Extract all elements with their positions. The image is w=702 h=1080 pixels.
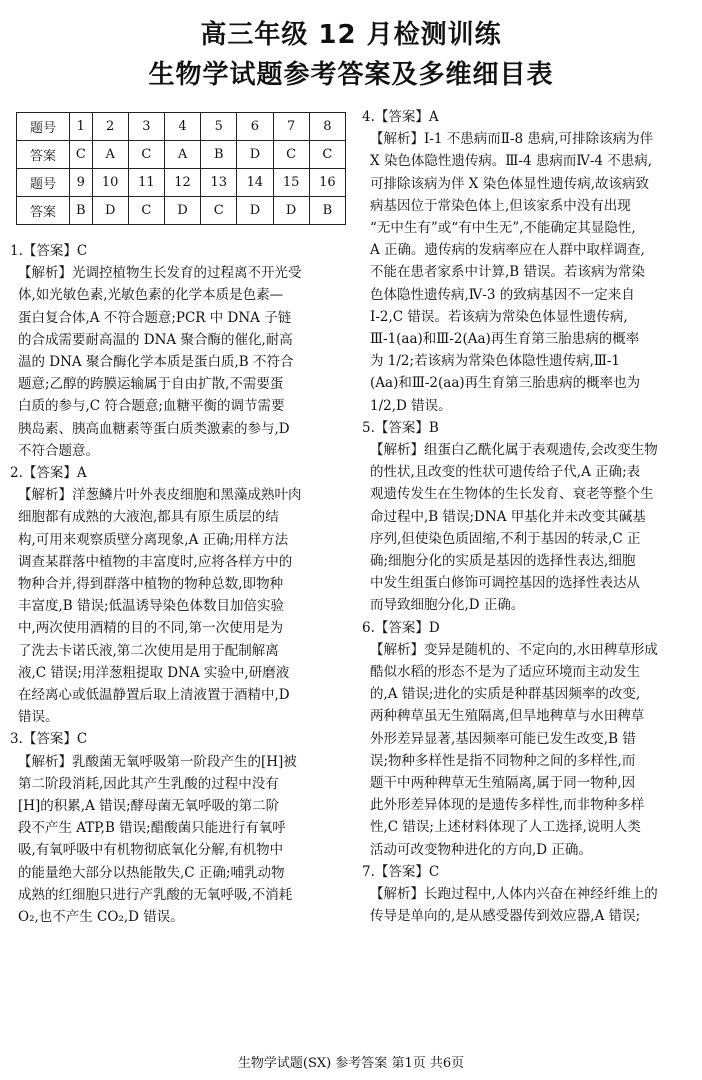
explanation-line: 了洗去卡诺氏液,第二次使用是用于配制解离: [18, 642, 279, 659]
question-answer-label: 6.【答案】D: [362, 619, 440, 636]
explanation-line: 中,两次使用酒精的目的不同,第一次使用是为: [18, 620, 284, 637]
answer-table-row: [17, 197, 346, 225]
answer-table-cell: 9: [70, 169, 93, 197]
answer-table-cell: A: [92, 141, 128, 169]
answer-table-cell: 6: [237, 113, 273, 141]
answer-table-cell: D: [237, 197, 273, 225]
explanation-line: 段不产生 ATP,B 错误;醋酸菌只能进行有氧呼: [18, 820, 286, 837]
explanation-line: 体,如光敏色素,光敏色素的化学本质是色素—: [18, 287, 284, 304]
explanation-line: O₂,也不产生 CO₂,D 错误。: [18, 909, 184, 925]
explanation-line: 蛋白复合体,A 不符合题意;PCR 中 DNA 子链: [18, 309, 292, 326]
explanation-line: 调查某群落中植物的丰富度时,应将各样方中的: [18, 553, 293, 570]
answer-table-cell: 4: [164, 113, 200, 141]
explanation-line: 题干中两种稗草无生殖隔离,属于同一物种,因: [370, 775, 636, 791]
explanation-line: 传导是单向的,是从感受器传到效应器,A 错误;: [370, 908, 641, 925]
explanation-line: A 正确。遗传病的发病率应在人群中取样调查,: [370, 242, 645, 259]
explanation-line: 不符合题意。: [18, 442, 99, 459]
answer-table-cell: C: [273, 141, 309, 169]
answer-table-row-label: 题号: [17, 169, 70, 197]
explanation-line: [H]的积累,A 错误;酵母菌无氧呼吸的第二阶: [18, 798, 280, 814]
answer-table-cell: B: [309, 197, 345, 225]
explanation-line: 液,C 错误;用洋葱粗提取 DNA 实验中,研磨液: [18, 664, 290, 681]
explanation-line: 活动可改变物种进化的方向,D 正确。: [370, 841, 592, 858]
explanation-line: 构,可用来观察质壁分离现象,A 正确;用样方法: [18, 531, 289, 548]
explanation-line: (Aa)和Ⅲ-2(aa)再生育第三胎患病的概率也为: [370, 375, 641, 392]
answer-table-cell: 1: [70, 113, 93, 141]
answer-table-cell: C: [201, 197, 237, 225]
explanation-line: 两种稗草虽无生殖隔离,但旱地稗草与水田稗草: [370, 708, 645, 725]
explanation-line: 中发生组蛋白修饰可调控基因的选择性表达从: [370, 575, 640, 592]
explanation-line: 不能在患者家系中计算,B 错误。若该病为常染: [370, 264, 646, 281]
answer-table-cell: 12: [164, 169, 200, 197]
answer-table-row-label: 答案: [17, 141, 70, 169]
explanation-line: 第二阶段消耗,因此其产生乳酸的过程中没有: [18, 775, 279, 792]
explanation-line: 外形差异显著,基因频率可能已发生改变,B 错: [370, 730, 636, 747]
explanation-line: 误;物种多样性是指不同物种之间的多样性,而: [370, 752, 636, 769]
explanation-line: 确;细胞分化的实质是基因的选择性表达,细胞: [370, 553, 636, 569]
explanation-line: 1/2,D 错误。: [370, 397, 452, 414]
explanation-line: “无中生有”或“有中生无”,不能确定其显隐性,: [370, 220, 636, 236]
answer-table-row: [17, 141, 346, 169]
answer-table-cell: B: [201, 141, 237, 169]
explanation-line: 细胞都有成熟的大液泡,都具有原生质层的结: [18, 509, 279, 526]
answer-table-cell: 7: [273, 113, 309, 141]
explanation-line: 观遗传发生在生物体的生长发育、衰老等整个生: [370, 486, 654, 503]
explanation-line: 温的 DNA 聚合酶化学本质是蛋白质,B 不符合: [18, 354, 294, 370]
answer-table-cell: C: [70, 141, 93, 169]
explanation-line: 吸,有氧呼吸中有机物彻底氧化分解,有机物中: [18, 842, 284, 859]
answer-table-cell: C: [128, 197, 164, 225]
explanation-line: 【解析】变异是随机的、不定向的,水田稗草形成: [370, 641, 658, 658]
answer-table-cell: D: [273, 197, 309, 225]
explanation-line: 的合成需要耐高温的 DNA 聚合酶的催化,耐高: [18, 331, 293, 348]
answer-table-cell: 8: [309, 113, 345, 141]
explanation-line: 【解析】Ⅰ-1 不患病而Ⅱ-8 患病,可排除该病为伴: [370, 131, 654, 148]
explanation-line: 【解析】光调控植物生长发育的过程离不开光受: [18, 265, 302, 282]
answer-table-cell: D: [164, 197, 200, 225]
answer-table-row-label: 答案: [17, 197, 70, 225]
question-answer-label: 5.【答案】B: [362, 419, 439, 436]
answer-table-cell: 15: [273, 169, 309, 197]
explanation-line: Ⅲ-1(aa)和Ⅲ-2(Aa)再生育第三胎患病的概率: [370, 331, 640, 347]
explanation-line: 【解析】组蛋白乙酰化属于表观遗传,会改变生物: [370, 442, 658, 458]
explanation-line: 错误。: [18, 709, 59, 726]
question-answer-label: 2.【答案】A: [10, 465, 87, 481]
answer-table-row-label: 题号: [17, 113, 70, 141]
explanation-line: 物种合并,得到群落中植物的物种总数,即物种: [18, 576, 284, 592]
explanation-line: 成熟的红细胞只进行产乳酸的无氧呼吸,不消耗: [18, 886, 293, 903]
answer-table-cell: C: [309, 141, 345, 169]
explanation-line: Ⅰ-2,C 错误。若该病为常染色体显性遗传病,: [370, 308, 628, 325]
explanation-line: 为 1/2;若该病为常染色体隐性遗传病,Ⅲ-1: [370, 353, 621, 370]
explanation-line: 色体隐性遗传病,Ⅳ-3 的致病基因不一定来自: [370, 286, 635, 303]
explanation-line: 题意;乙醇的跨膜运输属于自由扩散,不需要蛋: [18, 376, 284, 393]
answer-table-row: [17, 113, 346, 141]
explanation-line: 命过程中,B 错误;DNA 甲基化并未改变其碱基: [370, 508, 646, 525]
answer-table-cell: 11: [128, 169, 164, 197]
explanation-line: 白质的参与,C 符合题意;血糖平衡的调节需要: [18, 398, 285, 415]
explanation-line: X 染色体隐性遗传病。Ⅲ-4 患病而Ⅳ-4 不患病,: [370, 153, 653, 170]
answer-table-cell: 10: [92, 169, 128, 197]
answer-table-row: [17, 169, 346, 197]
explanation-line: 可排除该病为伴 X 染色体显性遗传病,故该病致: [370, 175, 649, 192]
explanation-line: 【解析】乳酸菌无氧呼吸第一阶段产生的[H]被: [18, 753, 297, 770]
answer-table-cell: 3: [128, 113, 164, 141]
question-answer-label: 7.【答案】C: [362, 863, 440, 880]
explanation-line: 的,A 错误;进化的实质是种群基因频率的改变,: [370, 686, 641, 703]
explanation-line: 而导致细胞分化,D 正确。: [370, 597, 525, 614]
answer-table-cell: B: [70, 197, 93, 225]
explanation-line: 的能量绝大部分以热能散失,C 正确;哺乳动物: [18, 864, 285, 881]
question-answer-label: 4.【答案】A: [362, 109, 439, 125]
explanation-line: 此外形差异体现的是遗传多样性,而非物种多样: [370, 797, 645, 814]
page-footer: 生物学试题(SX) 参考答案 第1页 共6页: [237, 1056, 465, 1071]
question-answer-label: 3.【答案】C: [10, 731, 88, 748]
answer-table-cell: D: [237, 141, 273, 169]
answer-table-cell: 13: [201, 169, 237, 197]
explanation-line: 酷似水稻的形态不是为了适应环境而主动发生: [370, 664, 640, 680]
answer-table-cell: 14: [237, 169, 273, 197]
explanation-line: 性,C 错误;上述材料体现了人工选择,说明人类: [370, 819, 641, 836]
explanation-line: 序列,但使染色质固缩,不利于基因的转录,C 正: [370, 530, 641, 547]
explanation-line: 的性状,且改变的性状可遗传给子代,A 正确;表: [370, 464, 641, 481]
explanation-line: 【解析】洋葱鳞片叶外表皮细胞和黑藻成熟叶肉: [18, 487, 302, 504]
page-title-line2: 生物学试题参考答案及多维细目表: [148, 60, 554, 90]
answer-table-cell: 5: [201, 113, 237, 141]
answer-table-cell: 16: [309, 169, 345, 197]
answer-table-cell: 2: [92, 113, 128, 141]
answer-table-cell: A: [164, 141, 200, 169]
answer-table: [16, 112, 346, 225]
explanation-line: 在经离心或低温静置后取上清液置于酒精中,D: [18, 687, 290, 703]
answer-table-cell: D: [92, 197, 128, 225]
answer-table-cell: C: [128, 141, 164, 169]
explanation-line: 【解析】长跑过程中,人体内兴奋在神经纤维上的: [370, 886, 658, 902]
question-answer-label: 1.【答案】C: [10, 243, 88, 259]
explanation-line: 病基因位于常染色体上,但该家系中没有出现: [370, 197, 631, 214]
explanation-line: 胰岛素、胰高血糖素等蛋白质类激素的参与,D: [18, 420, 290, 437]
page-title-line1: 高三年级 12 月检测训练: [200, 20, 502, 50]
explanation-line: 丰富度,B 错误;低温诱导染色体数目加倍实验: [18, 598, 285, 615]
